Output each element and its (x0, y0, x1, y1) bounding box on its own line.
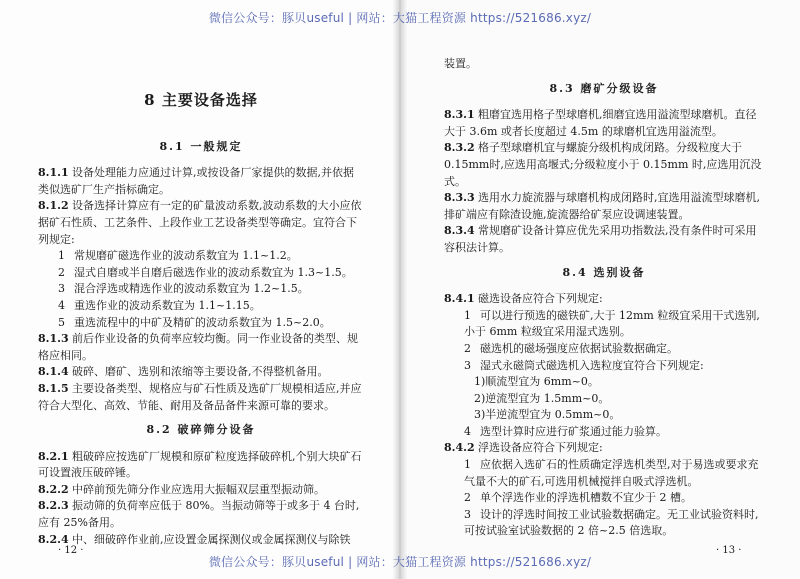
item-number: 3 (58, 282, 65, 296)
clause-text: 主要设备类型、规格应与矿石性质及选矿厂规模相适应,并应符合大型化、高效、节能、耐用及备品备件来源可靠的要求。 (38, 381, 362, 412)
watermark-bottom: 微信公众号：豚贝useful | 网站：大猫工程资源 https://521686.xyz/ (208, 555, 592, 569)
clause-text: 常规磨矿设备计算应优先采用功指数法,没有条件时可采用容积法计算。 (444, 224, 757, 254)
right-page (400, 0, 800, 579)
list-item (38, 265, 364, 282)
clause-text: 粗磨宜选用格子型球磨机,细磨宜选用溢流型球磨机。直径大于 3.6m 或者长度超过 4.5m 的球磨机宜选用溢流型。 (444, 108, 757, 138)
section-heading-8-4: 8.4 选别设备 (562, 265, 646, 279)
item-number: 2 (464, 341, 471, 355)
item-number: 3 (464, 358, 471, 372)
clause-8-4-2 (444, 440, 764, 457)
clause-number: 8.4.2 (444, 441, 475, 455)
clause-text: 设备选择计算应有一定的矿量波动系数,波动系数的大小应依据矿石性质、工艺条件、上段作业工艺设备类型等确定。宜符合下列规定: (38, 199, 362, 246)
clause-number: 8.4.1 (444, 292, 475, 306)
clause-8-3-3 (444, 190, 764, 223)
chapter-title: 8 主要设备选择 (144, 91, 258, 109)
clause-number: 8.3.2 (444, 141, 475, 155)
item-text: 湿式永磁筒式磁选机入选粒度宜符合下列规定: (480, 358, 704, 372)
clause-text: 选用水力旋流器与球磨机构成闭路时,宜选用溢流型球磨机,排矿端应有除渣设施,旋流器给矿泵应设调速装置。 (444, 191, 760, 221)
clause-8-3-2 (444, 140, 764, 190)
clause-text: 破碎、磨矿、选别和浓缩等主要设备,不得整机备用。 (72, 365, 329, 379)
clause-number: 8.1.2 (38, 199, 69, 213)
list-item (38, 248, 364, 265)
list-item (444, 490, 764, 507)
item-text: 应依据入选矿石的性质确定浮选机类型,对于易选或要求充气量不大的矿石,可选用机械搅拌自吸式浮选机。 (464, 458, 759, 488)
list-item (38, 281, 364, 298)
clause-number: 8.3.3 (444, 191, 475, 205)
clause-text: 格子型球磨机宜与螺旋分级机构成闭路。分级粒度大于 0.15mm时,应选用高堰式;分级粒度小于 0.15mm 时,应选用沉没式。 (444, 141, 762, 188)
clause-text: 粗破碎应按选矿厂规模和原矿粒度选择破碎机,个别大块矿石可设置液压破碎锤。 (38, 449, 362, 480)
clause-8-2-2 (38, 482, 364, 499)
item-text: 重选作业的波动系数宜为 1.1~1.15。 (74, 298, 261, 312)
item-number: 4 (464, 424, 471, 438)
clause-8-2-3 (38, 498, 364, 531)
clause-number: 8.3.1 (444, 108, 475, 122)
section-heading-8-2: 8.2 破碎筛分设备 (146, 423, 256, 437)
left-page-content (38, 86, 364, 548)
clause-number: 8.2.1 (38, 449, 69, 463)
clause-8-1-5 (38, 381, 364, 414)
item-text: 混合浮选或精选作业的波动系数宜为 1.2~1.5。 (74, 282, 309, 296)
clause-number: 8.1.4 (38, 365, 69, 379)
watermark-top: 微信公众号：豚贝useful | 网站：大猫工程资源 https://521686.xyz/ (208, 11, 592, 25)
item-text: 选型计算时应进行矿浆通过能力验算。 (480, 424, 667, 438)
list-item (444, 507, 764, 540)
item-text: 单个浮选作业的浮选机槽数不宜少于 2 槽。 (480, 491, 692, 505)
item-text: 湿式自磨或半自磨后磁选作业的波动系数宜为 1.3~1.5。 (74, 265, 353, 279)
item-text: 可以进行预选的磁铁矿,大于 12mm 粒级宜采用干式选别,小于 6mm 粒级宜采用湿式选别。 (464, 308, 760, 339)
item-number: 1 (58, 249, 65, 263)
page-number: · 12 · (58, 545, 84, 556)
item-number: 3 (464, 507, 471, 521)
sub-item: 1)顺流型宜为 6mm~0。 (474, 375, 599, 389)
clause-number: 8.1.3 (38, 332, 69, 346)
clause-number: 8.3.4 (444, 224, 475, 238)
clause-number: 8.2.3 (38, 499, 69, 513)
list-item (444, 424, 764, 441)
list-item (444, 358, 764, 375)
right-page-content (444, 56, 764, 540)
clause-number: 8.2.4 (38, 532, 69, 546)
clause-text: 中、细破碎作业前,应设置金属探测仪或金属探测仪与除铁 (72, 532, 351, 546)
section-heading-8-1: 8.1 一般规定 (159, 139, 243, 153)
list-item (38, 298, 364, 315)
list-item (38, 315, 364, 332)
clause-8-3-1 (444, 107, 764, 140)
clause-8-1-4 (38, 364, 364, 381)
clause-number: 8.1.1 (38, 166, 69, 180)
clause-text: 前后作业设备的负荷率应较均衡。同一作业设备的类型、规格应相同。 (38, 332, 358, 362)
clause-text: 设备处理能力应通过计算,或按设备厂家提供的数据,并依据类似选矿厂生产指标确定。 (38, 166, 354, 196)
clause-8-3-4 (444, 223, 764, 256)
list-item (444, 308, 764, 341)
clause-number: 8.1.5 (38, 381, 69, 395)
list-item (444, 341, 764, 358)
clause-text: 磁选设备应符合下列规定: (478, 292, 603, 306)
item-number: 2 (58, 265, 65, 279)
book-gutter (392, 0, 408, 579)
item-number: 4 (58, 298, 65, 312)
clause-number: 8.2.2 (38, 482, 69, 496)
clause-text: 浮选设备应符合下列规定: (478, 441, 603, 455)
sub-item: 2)逆流型宜为 1.5mm~0。 (474, 391, 610, 405)
item-number: 1 (464, 308, 471, 322)
item-text: 磁选机的磁场强度应依据试验数据确定。 (480, 341, 678, 355)
item-number: 1 (464, 458, 471, 472)
sub-item: 3)半逆流型宜为 0.5mm~0。 (474, 408, 621, 422)
list-item (444, 457, 764, 490)
section-heading-8-3: 8.3 磨矿分级设备 (549, 81, 659, 95)
clause-text: 中碎前预先筛分作业应选用大振幅双层重型振动筛。 (72, 482, 325, 496)
item-text: 重选流程中的中矿及精矿的波动系数宜为 1.5~2.0。 (74, 315, 331, 329)
clause-8-2-1 (38, 449, 364, 482)
clause-8-1-2 (38, 198, 364, 248)
clause-8-2-4 (38, 532, 364, 549)
clause-8-4-1 (444, 291, 764, 308)
continued-text: 装置。 (444, 57, 477, 70)
page-number: · 13 · (716, 545, 742, 556)
item-text: 设计的浮选时间按工业试验数据确定。无工业试验资料时,可按试验室试验数据的 2 倍~2.5 倍选取。 (464, 507, 759, 538)
clause-text: 振动筛的负荷率应低于 80%。当振动筛等于或多于 4 台时,应有 25%备用。 (38, 499, 360, 530)
item-text: 常规磨矿磁选作业的波动系数宜为 1.1~1.2。 (74, 249, 298, 263)
item-number: 5 (58, 315, 65, 329)
item-number: 2 (464, 491, 471, 505)
clause-8-1-3 (38, 331, 364, 364)
clause-8-1-1 (38, 165, 364, 198)
